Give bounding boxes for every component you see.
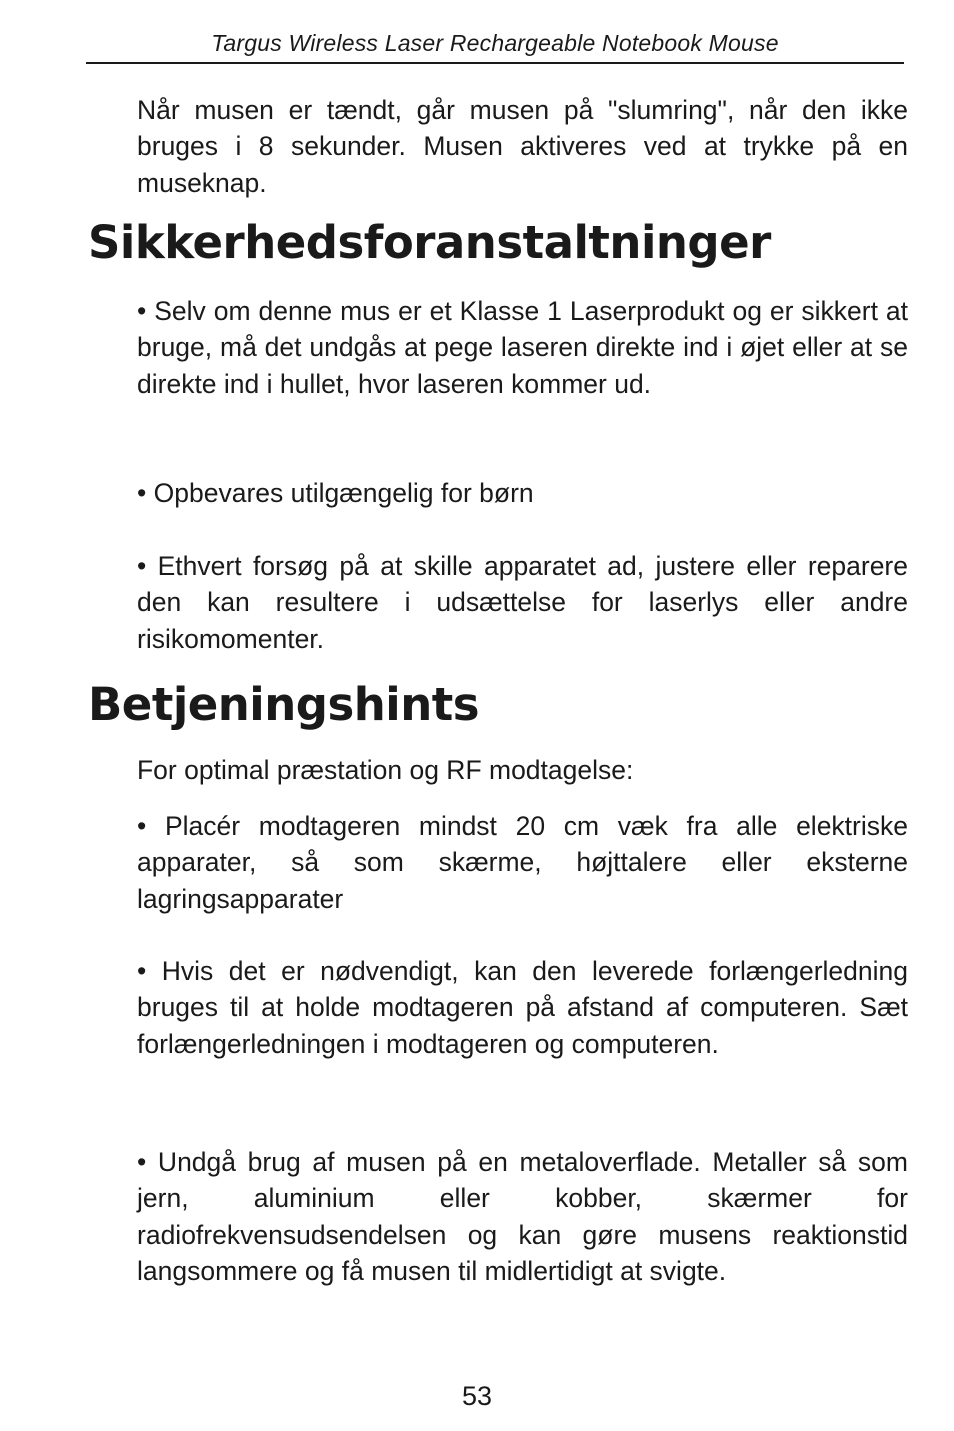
page-number: 53 [461,1381,493,1411]
tips-item-extension-cable: • Hvis det er nødvendigt, kan den leverede forlængerledning bruges til at holde modtageren på afstand af computeren. Sæt forlængerledningen i modtageren og computeren. [137,956,908,1059]
tips-heading: Betjeningshints [88,678,480,731]
tips-intro: For optimal præstation og RF modtagelse: [137,755,634,785]
running-header: Targus Wireless Laser Rechargeable Notebook Mouse [211,30,779,56]
safety-item-laser: • Selv om denne mus er et Klasse 1 Laserprodukt og er sikkert at bruge, må det undgås at pege laseren direkte ind i øjet eller at se direkte ind i hullet, hvor laseren kommer ud. [137,296,908,399]
tips-item-metal-surface: • Undgå brug af musen på en metaloverflade. Metaller så som jern, aluminium eller kobber, skærmer for radiofrekvensudsendelsen og kan gøre musens reaktionstid langsommere og få musen til midlertidigt at svigte. [137,1147,908,1286]
safety-item-disassembly: • Ethvert forsøg på at skille apparatet ad, justere eller reparere den kan resultere i udsættelse for laserlys eller andre risikomomenter. [137,551,908,654]
header-divider [86,62,904,64]
tips-item-receiver-placement: • Placér modtageren mindst 20 cm væk fra alle elektriske apparater, så som skærme, højttalere eller eksterne lagringsapparater [137,811,908,914]
safety-item-children: • Opbevares utilgængelig for børn [137,478,534,508]
intro-paragraph: Når musen er tændt, går musen på "slumring", når den ikke bruges i 8 sekunder. Musen aktiveres ved at trykke på en museknap. [137,95,908,198]
safety-heading: Sikkerhedsforanstaltninger [88,216,771,269]
